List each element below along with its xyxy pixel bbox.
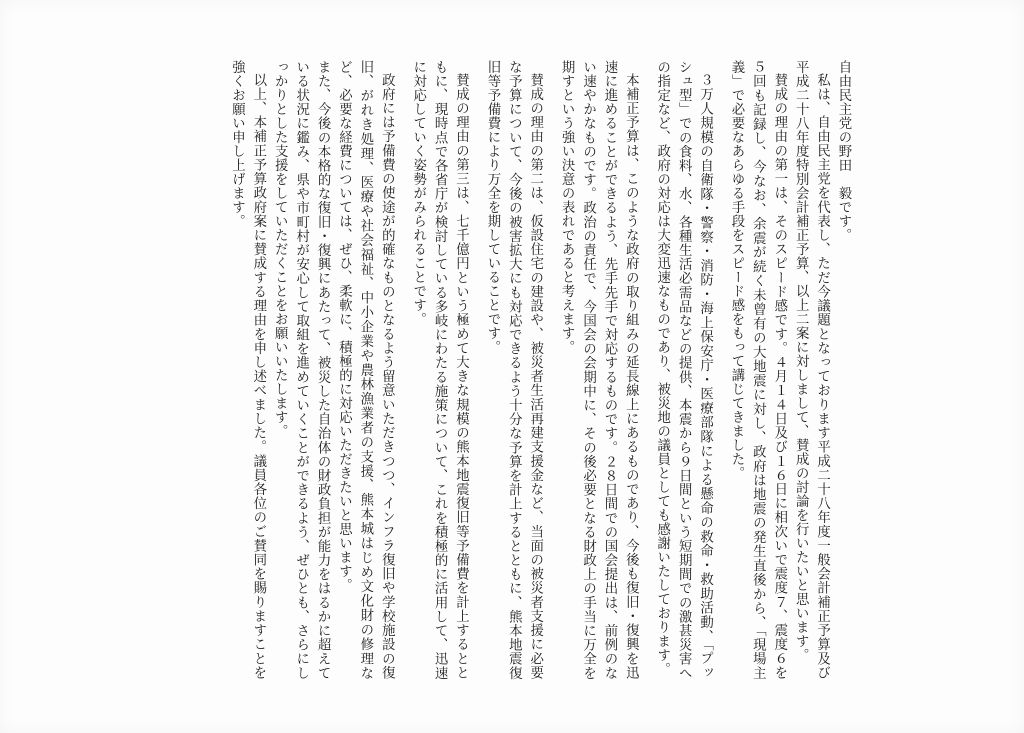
paragraph-9: 以上、本補正予算政府案に賛成する理由を申し述べました。議員各位のご賛同を賜りますことを強くお願い申し上げます。 bbox=[229, 60, 266, 680]
paragraph-5: 賛成の理由の第二は、仮設住宅の建設や、被災者生活再建支援金など、当面の被災者支援に必要な予算について、今後の被害拡大にも対応できるよう十分な予算を計上するとともに、熊本地震復旧等予備費により万全を期していることです。 bbox=[484, 60, 543, 680]
paragraph-2: 賛成の理由の第一は、そのスピード感です。４月１４日及び１６日に相次いで震度７、震度６を５回も記録し、今なお、余震が続く未曾有の大地震に対し、政府は地震の発生直後から、「現場主義」で必要なあらゆる手段をスピード感をもって講じてきました。 bbox=[728, 60, 787, 680]
paragraph-7: 政府には予備費の使途が的確なものとなるよう留意いただきつつ、インフラ復旧や学校施設の復旧、がれき処理、医療や社会福祉、中小企業や農林漁業者の支援、熊本城はじめ文化財の修理など、必要な経費については、ぜひ、柔軟に、積極的に対応いただきたいと思います。 bbox=[336, 60, 395, 680]
paragraph-4: 本補正予算は、このような政府の取り組みの延長線上にあるものであり、今後も復旧・復興を迅速に進めることができるよう、先手先手で対応するものです。２８日間での国会提出は、前例のない速やかなものです。政治の責任で、今国会の会期中に、その後必要となる財政上の手当に万全を期すという強い決意の表れであると考えます。 bbox=[559, 60, 639, 680]
paragraph-3: ３万人規模の自衛隊・警察・消防・海上保安庁・医療部隊による懸命の救命・救助活動、「プッシュ型」での食料、水、各種生活必需品などの提供、本震から９日間という短期間での激甚災害への指定など、政府の対応は大変迅速なものであり、被災地の議員としても感謝いたしております。 bbox=[654, 60, 713, 680]
speech-text-vertical bbox=[114, 60, 854, 680]
paragraph-8: また、今後の本格的な復旧・復興にあたって、被災した自治体の財政負担が能力をはるかに超えている状況に鑑み、県や市町村が安心して取組を進めていくことができるよう、ぜひとも、さらにしっかりとした支援をしていただくことをお願いいたします。 bbox=[272, 60, 331, 680]
paragraph-6: 賛成の理由の第三は、七千億円という極めて大きな規模の熊本地震復旧等予備費を計上するとともに、現時点で各省庁が検討している多岐にわたる施策について、これを積極的に活用して、迅速に対応していく姿勢がみられることです。 bbox=[410, 60, 469, 680]
speaker-line: 自由民主党の野田 毅です。 bbox=[836, 60, 851, 242]
paragraph-1: 私は、自由民主党を代表し、ただ今議題となっております平成二十八年度一般会計補正予算及び平成二十八年度特別会計補正予算、以上二案に対しまして、賛成の討論を行いたいと思います。 bbox=[793, 60, 830, 680]
